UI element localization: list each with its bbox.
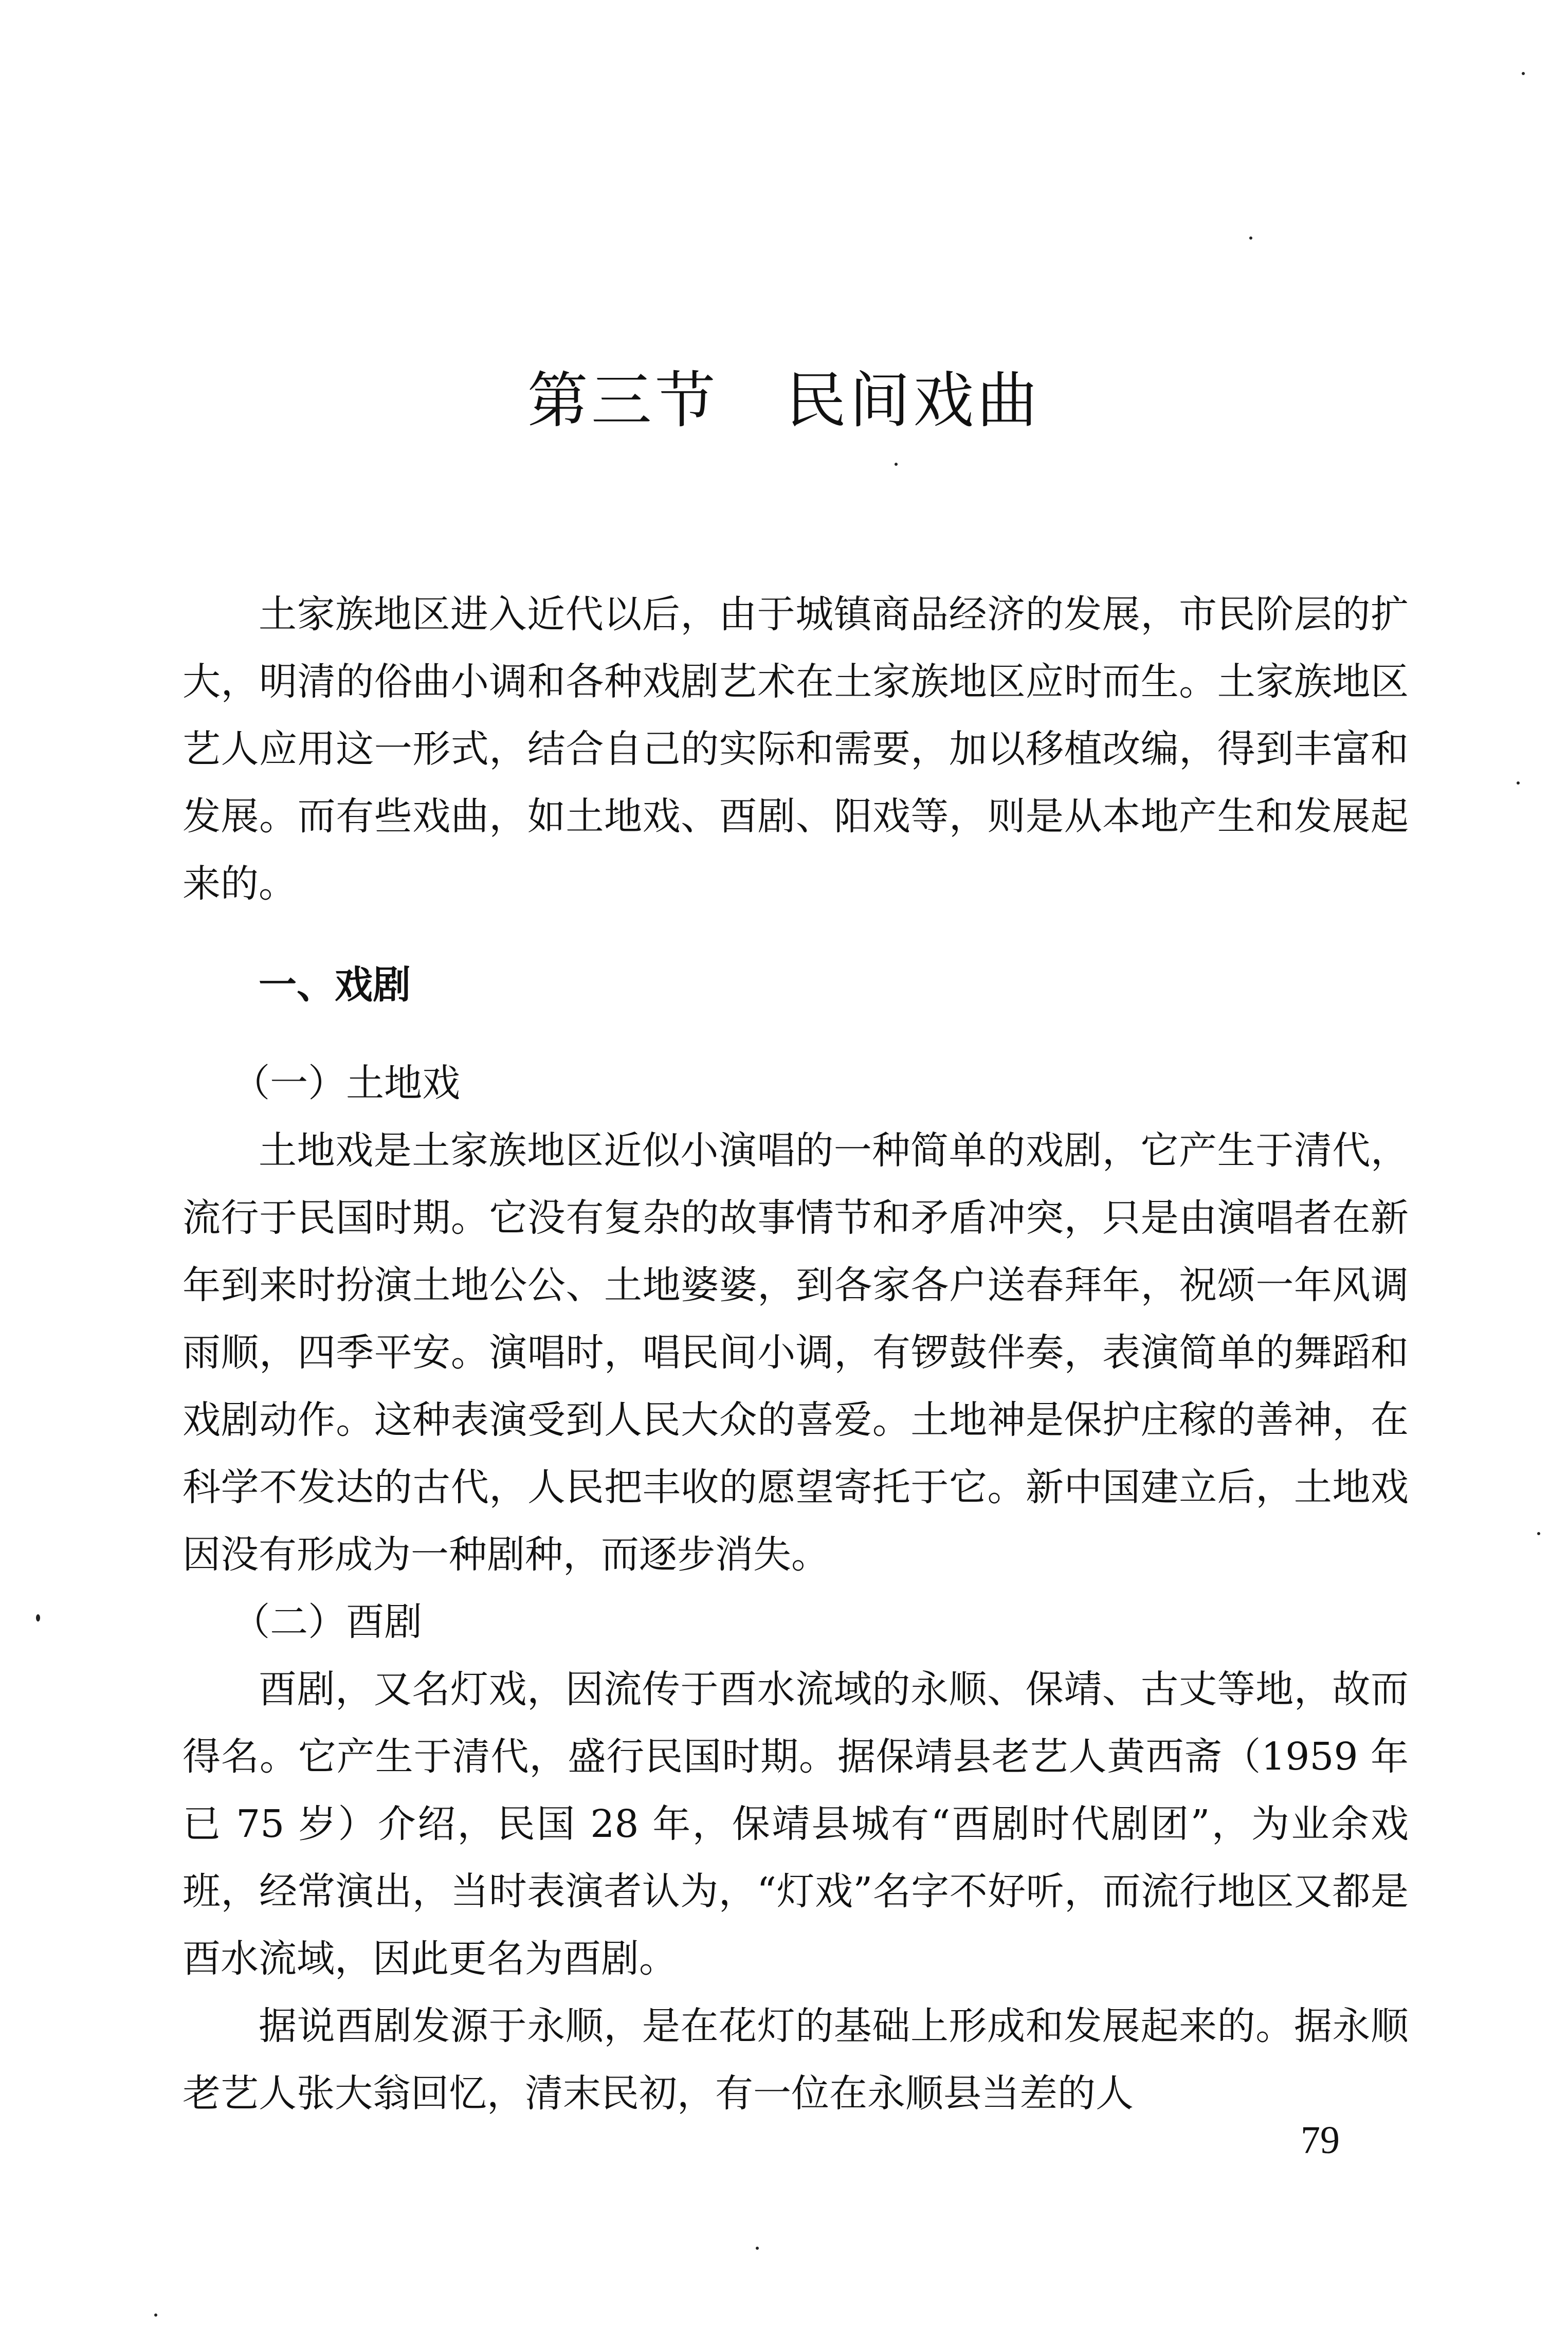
scan-speck <box>756 2247 759 2250</box>
scan-speck <box>1537 1532 1540 1535</box>
youju-paragraph-2: 据说酉剧发源于永顺，是在花灯的基础上形成和发展起来的。据永顺老艺人张大翁回忆，清末民初，有一位在永顺县当差的人 <box>183 2004 1409 2116</box>
section-title: 第三节 民间戏曲 <box>527 365 1041 436</box>
scan-speck <box>36 1614 40 1622</box>
body-text <box>183 581 1409 2127</box>
subheading-youju: （二）酉剧 <box>232 1600 423 1644</box>
scan-speck <box>1517 781 1520 785</box>
scan-speck <box>895 463 898 466</box>
heading-drama: 一、戏剧 <box>259 963 411 1007</box>
scan-speck <box>1522 72 1525 75</box>
tudixi-paragraph: 土地戏是土家族地区近似小演唱的一种简单的戏剧，它产生于清代，流行于民国时期。它没有复杂的故事情节和矛盾冲突，只是由演唱者在新年到来时扮演土地公公、土地婆婆，到各家各户送春拜年，祝颂一年风调雨顺，四季平安。演唱时，唱民间小调，有锣鼓伴奏，表演简单的舞蹈和戏剧动作。这种表演受到人民大众的喜爱。土地神是保护庄稼的善神，在科学不发达的古代，人民把丰收的愿望寄托于它。新中国建立后，土地戏因没有形成为一种剧种，而逐步消失。 <box>183 1128 1409 1577</box>
scan-speck <box>1249 236 1252 240</box>
youju-paragraph-1: 酉剧，又名灯戏，因流传于酉水流域的永顺、保靖、古丈等地，故而得名。它产生于清代，盛行民国时期。据保靖县老艺人黄西斋（1959 年已 75 岁）介绍，民国 28 年，保靖县城有“酉剧时代剧团”，为业余戏班，经常演出，当时表演者认为，“灯戏”名字不好听，而流行地区又都是酉水流域，因此更名为酉剧。 <box>183 1667 1409 1981</box>
intro-paragraph: 土家族地区进入近代以后，由于城镇商品经济的发展，市民阶层的扩大，明清的俗曲小调和各种戏剧艺术在土家族地区应时而生。土家族地区艺人应用这一形式，结合自己的实际和需要，加以移植改编，得到丰富和发展。而有些戏曲，如土地戏、酉剧、阳戏等，则是从本地产生和发展起来的。 <box>183 592 1409 906</box>
page-number: 79 <box>1301 2119 1340 2162</box>
subheading-tudixi: （一）土地戏 <box>232 1061 461 1105</box>
scan-speck <box>154 2313 157 2317</box>
